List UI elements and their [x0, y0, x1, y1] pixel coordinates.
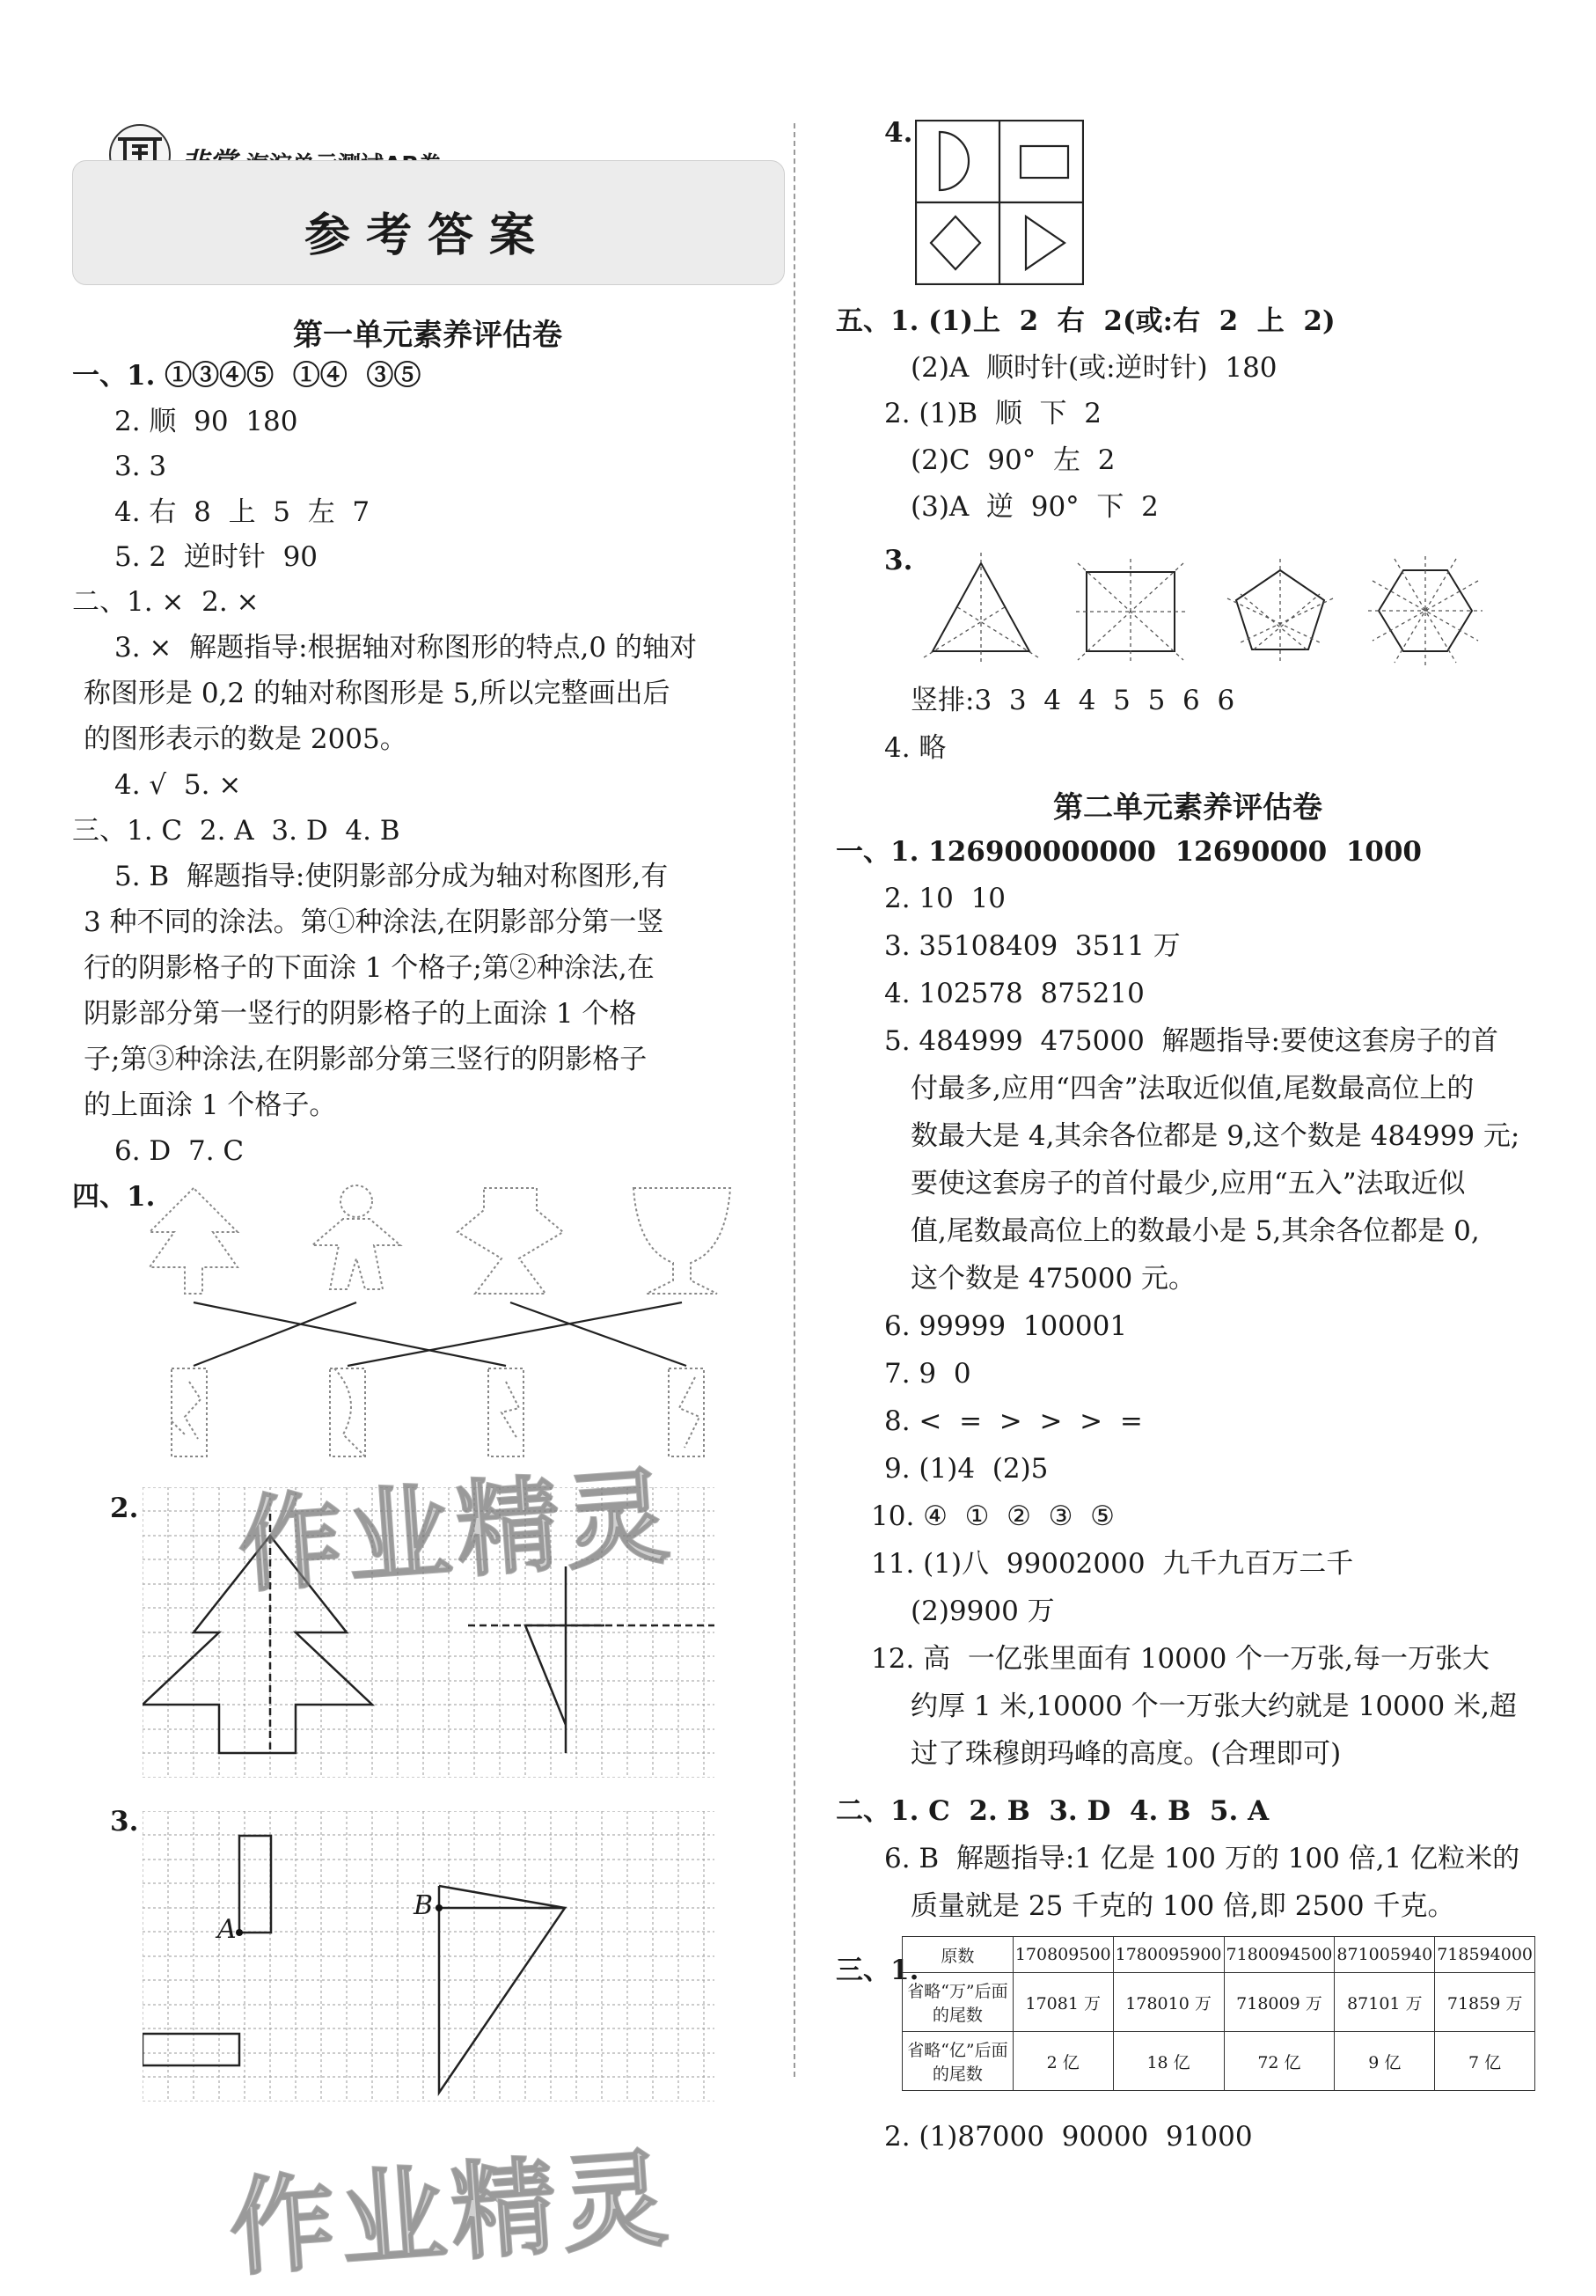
point-label-a: A [217, 1914, 237, 1945]
table-cell: 1780095900 [1113, 1937, 1224, 1973]
table-cell: 原数 [903, 1937, 1014, 1973]
answer-line: 5. 484999 475000 解题指导:要使这套房子的首 [884, 1025, 1498, 1057]
answer-line: 2. 10 10 [884, 883, 1007, 914]
answer-line: 竖排:3 3 4 4 5 5 6 6 [911, 685, 1235, 716]
answer-line: 三、1. [836, 1955, 919, 1986]
watermark: 作业精灵 [234, 1455, 678, 1608]
answer-line: 6. D 7. C [114, 1135, 245, 1167]
answer-line: 2. 顺 90 180 [114, 406, 298, 437]
column-divider [794, 123, 795, 2077]
answer-line: 行的阴影格子的下面涂 1 个格子;第②种涂法,在 [84, 952, 655, 984]
answer-line: 值,尾数最高位上的数最小是 5,其余各位都是 0, [911, 1215, 1480, 1247]
table-row [903, 2032, 1535, 2091]
table-cell: 7180094500 [1224, 1937, 1335, 1973]
answer-line: 四、1. [72, 1181, 156, 1213]
answer-line: 子;第③种涂法,在阴影部分第三竖行的阴影格子 [84, 1044, 648, 1075]
table-cell: 17081 万 [1013, 1973, 1113, 2032]
table-cell: 7 亿 [1435, 2032, 1535, 2091]
answer-line: 6. 99999 100001 [884, 1310, 1128, 1342]
answer-line: 质量就是 25 千克的 100 倍,即 2500 千克。 [911, 1890, 1455, 1922]
table-cell: 871005940 [1335, 1937, 1435, 1973]
answer-line: 二、1. C 2. B 3. D 4. B 5. A [836, 1795, 1270, 1827]
point-label-b: B [414, 1890, 434, 1921]
answer-line: 2. (1)B 顺 下 2 [884, 398, 1102, 429]
answer-line: 5. B 解题指导:使阴影部分成为轴对称图形,有 [114, 861, 669, 892]
table-row-label: 省略“亿”后面的尾数 [903, 2032, 1014, 2091]
table-cell: 18 亿 [1113, 2032, 1224, 2091]
answer-line: (2)A 顺时针(或:逆时针) 180 [911, 352, 1278, 384]
symmetry-axes-figure [919, 546, 1483, 678]
answer-line: 五、1. (1)上 2 右 2(或:右 2 上 2) [836, 305, 1336, 337]
table-cell: 9 亿 [1335, 2032, 1435, 2091]
table-cell: 87101 万 [1335, 1973, 1435, 2032]
answer-line: 3. [110, 1806, 139, 1838]
answer-line: 4. 略 [884, 732, 947, 764]
symmetry-matching-figure [132, 1170, 765, 1461]
watermark: 作业精灵 [225, 2138, 677, 2292]
answer-line: 约厚 1 米,10000 个一万张大约就是 10000 米,超 [911, 1691, 1517, 1722]
answer-line: 称图形是 0,2 的轴对称图形是 5,所以完整画出后 [84, 678, 670, 709]
answer-line: 过了珠穆朗玛峰的高度。(合理即可) [911, 1738, 1342, 1770]
answer-line: 数最大是 4,其余各位都是 9,这个数是 484999 元; [911, 1120, 1520, 1152]
answer-line: 2. [110, 1493, 139, 1524]
table-cell: 178010 万 [1113, 1973, 1224, 2032]
answer-line: 3. 35108409 3511 万 [884, 930, 1181, 962]
answer-line: 7. 9 0 [884, 1358, 971, 1390]
answer-line: 12. 高 一亿张里面有 10000 个一万张,每一万张大 [871, 1643, 1490, 1675]
answer-line: 一、1. 126900000000 12690000 1000 [836, 836, 1423, 868]
table-cell: 72 亿 [1224, 2032, 1335, 2091]
answer-line: 4. 右 8 上 5 左 7 [114, 496, 370, 528]
answer-line: 付最多,应用“四舍”法取近似值,尾数最高位上的 [911, 1073, 1475, 1104]
answer-line: 3. [884, 545, 913, 576]
answer-line: 这个数是 475000 元。 [911, 1263, 1197, 1295]
answer-line: 的图形表示的数是 2005。 [84, 723, 407, 755]
answer-line: 3. × 解题指导:根据轴对称图形的特点,0 的轴对 [114, 632, 697, 664]
table-cell: 718009 万 [1224, 1973, 1335, 2032]
answer-line: 4. √ 5. × [114, 769, 242, 801]
answer-line: 要使这套房子的首付最少,应用“五入”法取近似 [911, 1168, 1466, 1199]
table-cell: 718594000 [1435, 1937, 1535, 1973]
answer-line: (2)C 90° 左 2 [911, 444, 1116, 476]
table-cell: 2 亿 [1013, 2032, 1113, 2091]
unit2-title: 第二单元素养评估卷 [1053, 790, 1322, 825]
answer-line: 2. (1)87000 90000 91000 [884, 2121, 1253, 2153]
grid-rotation-figure [143, 1811, 714, 2102]
answer-line: 3 种不同的涂法。第①种涂法,在阴影部分第一竖 [84, 906, 664, 938]
answer-line: 9. (1)4 (2)5 [884, 1453, 1049, 1485]
answer-line: 阴影部分第一竖行的阴影格子的上面涂 1 个格 [84, 998, 637, 1030]
answer-line: 6. B 解题指导:1 亿是 100 万的 100 倍,1 亿粒米的 [884, 1843, 1520, 1874]
four-shapes-figure [915, 120, 1084, 285]
table-cell: 170809500 [1013, 1937, 1113, 1973]
answer-line: 二、1. × 2. × [72, 586, 260, 618]
table-cell: 71859 万 [1435, 1973, 1535, 2032]
answer-line: 8. < = > > > = [884, 1405, 1143, 1437]
answer-line: 10. ④ ① ② ③ ⑤ [871, 1500, 1115, 1532]
rounding-table [902, 1936, 1535, 2091]
answer-line: 3. 3 [114, 451, 167, 482]
answer-line: (3)A 逆 90° 下 2 [911, 491, 1159, 523]
answer-line: 4. 102578 875210 [884, 978, 1145, 1009]
banner-title: 参考答案 [304, 209, 551, 262]
answer-line: 一、1. ①③④⑤ ①④ ③⑤ [72, 360, 421, 392]
question-4-label: 4. [884, 117, 913, 149]
answer-line: 5. 2 逆时针 90 [114, 541, 318, 573]
table-row [903, 1973, 1535, 2032]
answer-line: 的上面涂 1 个格子。 [84, 1089, 337, 1121]
table-header-row [903, 1937, 1535, 1973]
table-row-label: 省略“万”后面的尾数 [903, 1973, 1014, 2032]
unit1-title: 第一单元素养评估卷 [293, 318, 562, 353]
answer-line: 11. (1)八 99002000 九千九百万二千 [871, 1548, 1354, 1580]
answer-line: (2)9900 万 [911, 1595, 1055, 1627]
answer-line: 三、1. C 2. A 3. D 4. B [72, 815, 400, 847]
